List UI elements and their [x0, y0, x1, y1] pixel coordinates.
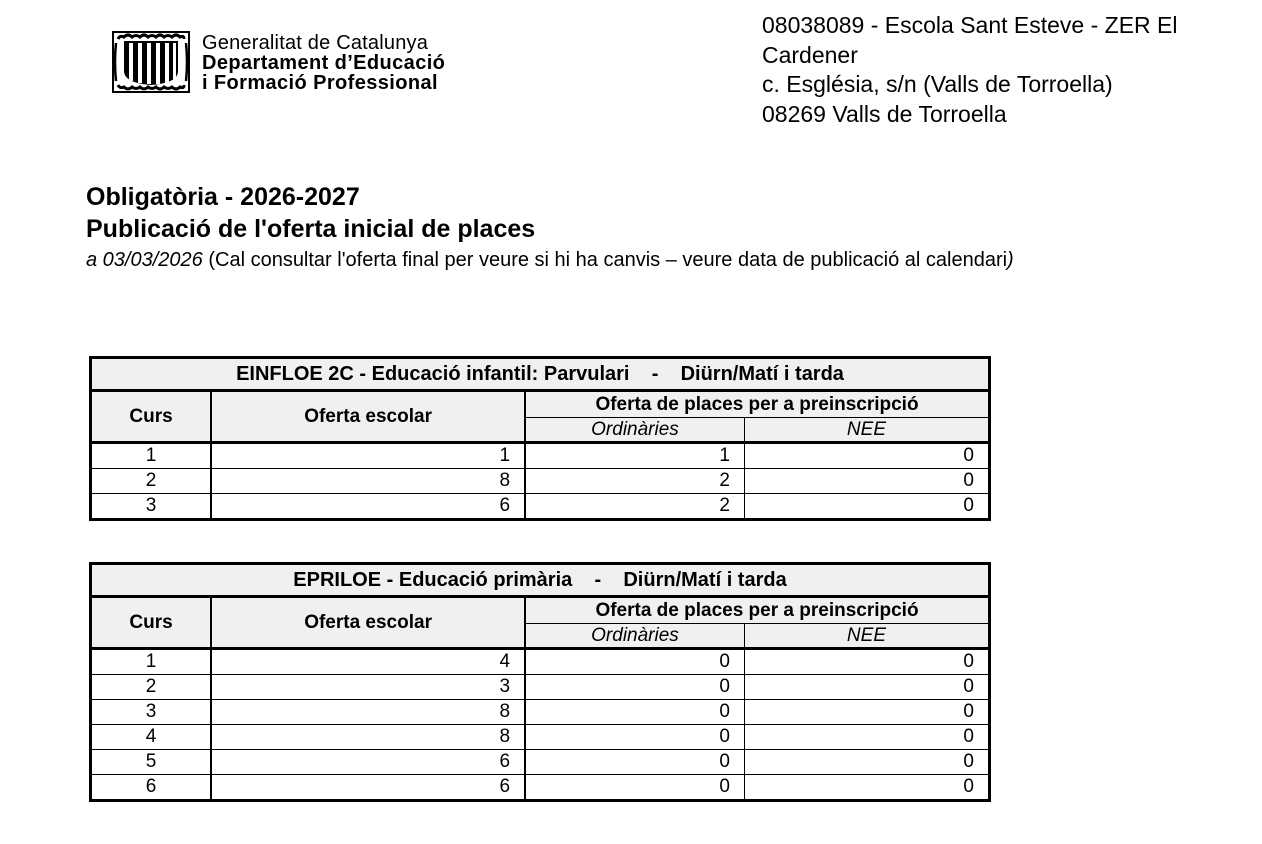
cell-oferta: 8 — [211, 469, 525, 494]
school-line-name: 08038089 - Escola Sant Esteve - ZER El — [762, 12, 1178, 38]
cell-nee: 0 — [744, 675, 989, 700]
page-subtitle: Publicació de l'oferta inicial de places — [86, 215, 536, 243]
cell-curs: 2 — [91, 469, 212, 494]
cell-oferta: 3 — [211, 675, 525, 700]
cell-ordinaries: 0 — [525, 725, 744, 750]
table-row — [91, 443, 990, 469]
note-close-paren: ) — [1007, 249, 1014, 271]
offer-table-infantil — [89, 356, 991, 521]
col-header-nee: NEE — [744, 624, 989, 649]
logo-line-formacio: i Formació Professional — [202, 72, 438, 94]
table-row — [91, 494, 990, 520]
col-header-oferta-escolar: Oferta escolar — [211, 391, 525, 443]
cell-oferta: 8 — [211, 725, 525, 750]
col-header-nee: NEE — [744, 418, 989, 443]
cell-ordinaries: 2 — [525, 469, 744, 494]
cell-ordinaries: 1 — [525, 443, 744, 469]
note-text: Cal consultar l'oferta final per veure si hi ha canvis – veure data de publicació al calendari — [215, 249, 1008, 271]
table-title: EPRILOE - Educació primària - Diürn/Matí i tarda — [91, 564, 990, 597]
table-row — [91, 750, 990, 775]
school-info — [762, 11, 1242, 129]
cell-nee: 0 — [744, 725, 989, 750]
cell-oferta: 1 — [211, 443, 525, 469]
publication-date: a 03/03/2026 — [86, 249, 203, 271]
table-row — [91, 675, 990, 700]
col-header-ordinaries: Ordinàries — [525, 624, 744, 649]
logo-line-generalitat: Generalitat de Catalunya — [202, 32, 429, 54]
note-open-paren: ( — [202, 249, 215, 271]
cell-nee: 0 — [744, 775, 989, 801]
cell-ordinaries: 0 — [525, 649, 744, 675]
col-header-curs: Curs — [91, 391, 212, 443]
cell-nee: 0 — [744, 443, 989, 469]
cell-ordinaries: 0 — [525, 700, 744, 725]
cell-curs: 3 — [91, 700, 212, 725]
cell-curs: 1 — [91, 443, 212, 469]
col-header-preinscripcio: Oferta de places per a preinscripció — [525, 391, 989, 418]
col-header-oferta-escolar: Oferta escolar — [211, 597, 525, 649]
cell-oferta: 6 — [211, 750, 525, 775]
table-title: EINFLOE 2C - Educació infantil: Parvulari - Diürn/Matí i tarda — [91, 358, 990, 391]
col-header-preinscripcio: Oferta de places per a preinscripció — [525, 597, 989, 624]
catalonia-coat-of-arms-icon — [112, 31, 190, 93]
school-line-name-cont: Cardener — [762, 41, 858, 68]
publication-note — [86, 245, 1014, 275]
school-line-postal: 08269 Valls de Torroella — [762, 100, 1007, 127]
cell-nee: 0 — [744, 649, 989, 675]
cell-nee: 0 — [744, 469, 989, 494]
document-heading — [86, 181, 1014, 275]
cell-oferta: 4 — [211, 649, 525, 675]
table-row — [91, 469, 990, 494]
generalitat-logo — [112, 31, 445, 93]
page-title: Obligatòria - 2026-2027 — [86, 183, 360, 211]
cell-curs: 1 — [91, 649, 212, 675]
cell-ordinaries: 0 — [525, 750, 744, 775]
cell-curs: 6 — [91, 775, 212, 801]
cell-curs: 2 — [91, 675, 212, 700]
cell-oferta: 8 — [211, 700, 525, 725]
cell-curs: 3 — [91, 494, 212, 520]
cell-nee: 0 — [744, 494, 989, 520]
cell-ordinaries: 2 — [525, 494, 744, 520]
cell-oferta: 6 — [211, 775, 525, 801]
col-header-curs: Curs — [91, 597, 212, 649]
cell-oferta: 6 — [211, 494, 525, 520]
cell-nee: 0 — [744, 700, 989, 725]
logo-line-departament: Departament d’Educació — [202, 52, 446, 74]
offer-table-primaria — [89, 562, 991, 802]
school-line-address: c. Església, s/n (Valls de Torroella) — [762, 71, 1113, 97]
col-header-ordinaries: Ordinàries — [525, 418, 744, 443]
cell-curs: 5 — [91, 750, 212, 775]
table-row — [91, 775, 990, 801]
table-row — [91, 649, 990, 675]
cell-ordinaries: 0 — [525, 675, 744, 700]
table-row — [91, 725, 990, 750]
cell-nee: 0 — [744, 750, 989, 775]
table-row — [91, 700, 990, 725]
cell-curs: 4 — [91, 725, 212, 750]
cell-ordinaries: 0 — [525, 775, 744, 801]
